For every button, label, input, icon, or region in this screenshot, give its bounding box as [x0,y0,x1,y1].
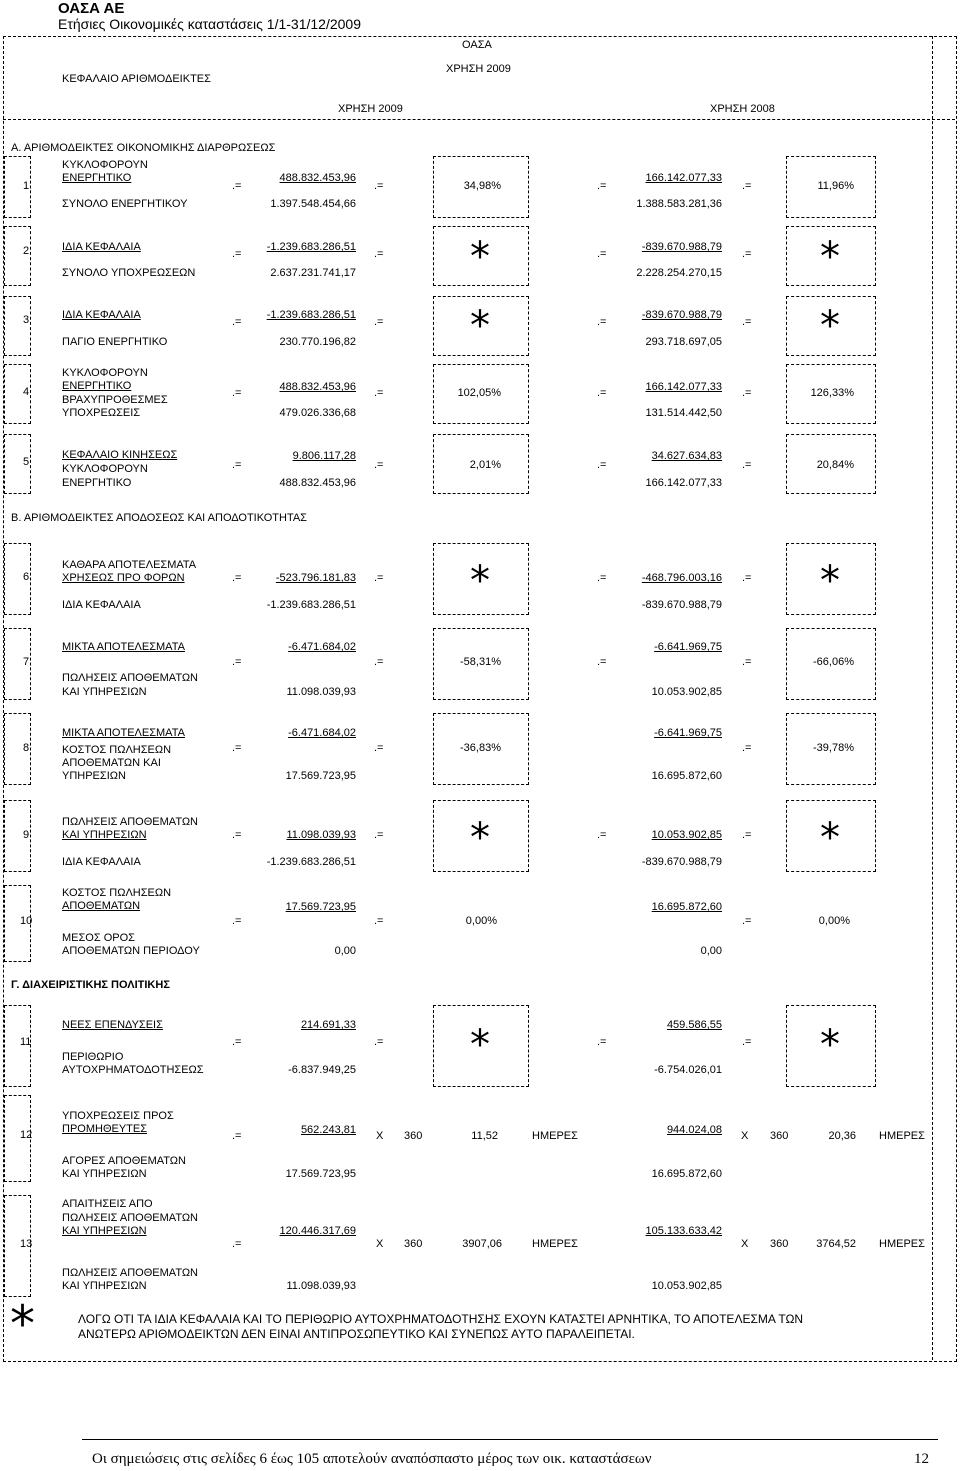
value-2009-denominator: 11.098.039,93 [286,686,356,698]
denominator-label: ΠΩΛΗΣΕΙΣ ΑΠΟΘΕΜΑΤΩΝ [62,672,199,684]
equals-sign: .= [232,180,242,192]
row-number: 10 [20,915,33,927]
equals-sign: .= [232,1238,242,1250]
value-2008-numerator: 166.142.077,33 [645,381,722,393]
denominator-label: ΑΓΟΡΕΣ ΑΠΟΘΕΜΑΤΩΝ [62,1155,186,1167]
denominator-label: ΑΥΤΟΧΡΗΜΑΤΟΔΟΤΗΣΕΩΣ [62,1064,204,1076]
value-2009-denominator: 1.397.548.454,66 [270,198,356,210]
asterisk-marker: * [470,1022,490,1068]
value-2009-numerator: -6.471.684,02 [288,641,356,653]
equals-sign: .= [374,656,384,668]
numerator-label: ΚΑΙ ΥΠΗΡΕΣΙΩΝ [62,1225,147,1237]
value-2008-denominator: 0,00 [700,945,722,957]
value-2008-denominator: 10.053.902,85 [651,1280,722,1292]
asterisk-marker: * [820,815,840,861]
numerator-label: ΚΟΣΤΟΣ ΠΩΛΗΣΕΩΝ [62,887,172,899]
numerator-label: ΧΡΗΣΕΩΣ ΠΡΟ ΦΟΡΩΝ [62,572,185,584]
equals-sign: .= [597,180,607,192]
numerator-label: ΝΕΕΣ ΕΠΕΝΔΥΣΕΙΣ [62,1019,163,1031]
numerator-label: ΙΔΙΑ ΚΕΦΑΛΑΙΑ [62,241,141,253]
value-2009-numerator: 488.832.453,96 [279,172,356,184]
asterisk-marker: * [820,303,840,349]
denominator-label: ΚΑΙ ΥΠΗΡΕΣΙΩΝ [62,1168,147,1180]
value-2009-numerator: 120.446.317,69 [279,1225,356,1237]
numerator-label: ΚΥΚΛΟΦΟΡΟΥΝ [62,159,148,171]
note-line-2: ΑΝΩΤΕΡΩ ΑΡΙΘΜΟΔΕΙΚΤΩΝ ΔΕΝ ΕΙΝΑΙ ΑΝΤΙΠΡΟΣΩΠΕΥΤΙΚΟ ΚΑΙ ΣΥΝΕΠΩΣ ΑΥΤΟ ΠΑΡΑΛΕΙΠΕΤΑΙ. [78,1327,635,1341]
numerator-label: ΑΠΟΘΕΜΑΤΩΝ [62,900,141,912]
denominator-label: ΜΕΣΟΣ ΟΡΟΣ [62,932,135,944]
denominator-label: ΚΑΙ ΥΠΗΡΕΣΙΩΝ [62,686,147,698]
asterisk-marker: * [820,234,840,280]
days-unit: ΗΜΕΡΕΣ [532,1130,578,1142]
note-line-1: ΛΟΓΩ ΟΤΙ ΤΑ ΙΔΙΑ ΚΕΦΑΛΑΙΑ ΚΑΙ ΤΟ ΠΕΡΙΘΩΡΙΟ ΑΥΤΟΧΡΗΜΑΤΟΔΟΤΗΣΗΣ ΕΧΟΥΝ ΚΑΤΑΣΤΕΙ ΑΡΝΗΤΙΚΑ, ΤΟ ΑΠΟΤΕΛΕΣΜΑ ΤΩΝ [78,1312,804,1326]
value-2008-numerator: 10.053.902,85 [651,829,722,841]
value-2008-numerator: 459.586,55 [666,1019,722,1031]
row-number: 1 [23,180,30,192]
multiply-sign: X [741,1238,749,1250]
value-2008-numerator: 944.024,08 [666,1124,722,1136]
row-number: 11 [20,1036,32,1048]
asterisk-marker: * [470,558,490,604]
equals-sign: .= [742,742,752,754]
value-2008-numerator: -839.670.988,79 [641,309,722,321]
denominator-label: ΣΥΝΟΛΟ ΕΝΕΡΓΗΤΙΚΟΥ [62,198,188,210]
value-2008-numerator: -839.670.988,79 [641,241,722,253]
value-2008-numerator: 105.133.633,42 [645,1225,722,1237]
equals-sign: .= [742,316,752,328]
equals-sign: .= [597,387,607,399]
asterisk-marker: * [470,234,490,280]
value-2008-numerator: -6.641.969,75 [654,641,722,653]
col-header-2009: ΧΡΗΣΗ 2009 [338,103,403,115]
value-2009-denominator: 230.770.196,82 [279,336,356,348]
asterisk-marker: * [470,815,490,861]
company-name: ΟΑΣΑ ΑΕ [58,0,125,17]
asterisk-marker: * [820,1022,840,1068]
value-2008-denominator: -839.670.988,79 [641,599,722,611]
value-2008-numerator: 34.627.634,83 [651,450,722,462]
denominator-label: ΠΩΛΗΣΕΙΣ ΑΠΟΘΕΜΑΤΩΝ [62,1267,199,1279]
result-2009: 34,98% [463,180,501,192]
value-2008-numerator: 166.142.077,33 [645,172,722,184]
days-unit: ΗΜΕΡΕΣ [879,1238,925,1250]
denominator-label: ΑΠΟΘΕΜΑΤΩΝ ΠΕΡΙΟΔΟΥ [62,945,200,957]
numerator-label: ΜΙΚΤΑ ΑΠΟΤΕΛΕΣΜΑΤΑ [62,641,185,653]
numerator-label: ΚΑΙ ΥΠΗΡΕΣΙΩΝ [62,829,147,841]
equals-sign: .= [374,742,384,754]
value-2009-denominator: 0,00 [334,945,356,957]
denominator-label: ΣΥΝΟΛΟ ΥΠΟΧΡΕΩΣΕΩΝ [62,267,196,279]
section-a-title: Α. ΑΡΙΘΜΟΔΕΙΚΤΕΣ ΟΙΚΟΝΟΜΙΚΗΣ ΔΙΑΡΘΡΩΣΕΩΣ [11,142,276,154]
denominator-label: ΙΔΙΑ ΚΕΦΑΛΑΙΑ [62,856,141,868]
value-2009-numerator: 9.806.117,28 [292,450,356,462]
equals-sign: .= [742,1036,752,1048]
asterisk-marker: * [470,303,490,349]
value-2008-denominator: -6.754.026,01 [654,1064,722,1076]
denominator-label: ΠΕΡΙΘΩΡΙΟ [62,1051,124,1063]
value-2009-numerator: -1.239.683.286,51 [266,241,356,253]
days-factor: 360 [770,1238,789,1250]
equals-sign: .= [597,829,607,841]
denominator-label: ΑΠΟΘΕΜΑΤΩΝ ΚΑΙ [62,757,161,769]
value-2009-denominator: -1.239.683.286,51 [266,599,356,611]
equals-sign: .= [374,829,384,841]
value-2008-denominator: 1.388.583.281,36 [636,198,722,210]
value-2009-denominator: 488.832.453,96 [279,477,356,489]
days-factor: 360 [404,1238,423,1250]
value-2009-denominator: -1.239.683.286,51 [266,856,356,868]
equals-sign: .= [742,248,752,260]
equals-sign: .= [232,742,242,754]
days-unit: ΗΜΕΡΕΣ [879,1130,925,1142]
value-2008-denominator: 293.718.697,05 [645,336,722,348]
equals-sign: .= [374,387,384,399]
value-2009-denominator: 17.569.723,95 [285,1168,356,1180]
equals-sign: .= [232,459,242,471]
numerator-label: ΕΝΕΡΓΗΤΙΚΟ [62,380,132,392]
row-number: 3 [23,314,30,326]
denominator-label: ΥΠΗΡΕΣΙΩΝ [62,770,126,782]
row-number: 2 [23,245,30,257]
equals-sign: .= [232,915,242,927]
equals-sign: .= [742,572,752,584]
equals-sign: .= [742,829,752,841]
equals-sign: .= [742,915,752,927]
days-unit: ΗΜΕΡΕΣ [532,1238,578,1250]
row-number: 9 [23,829,30,841]
result-2009: 0,00% [465,915,497,927]
row-number: 12 [20,1129,33,1141]
result-2008: -39,78% [813,742,854,754]
denominator-label: ΕΝΕΡΓΗΤΙΚΟ [62,477,132,489]
footer-note: Οι σημειώσεις στις σελίδες 6 έως 105 αποτελούν αναπόσπαστο μέρος των οικ. καταστάσεων [92,1451,652,1467]
equals-sign: .= [597,248,607,260]
value-2009-numerator: 17.569.723,95 [285,901,356,913]
value-2009-numerator: 562.243,81 [300,1124,356,1136]
numerator-label: ΚΥΚΛΟΦΟΡΟΥΝ [62,367,148,379]
value-2008-denominator: 16.695.872,60 [651,770,722,782]
numerator-label: ΙΔΙΑ ΚΕΦΑΛΑΙΑ [62,309,141,321]
equals-sign: .= [232,1130,242,1142]
value-2009-denominator: -6.837.949,25 [288,1064,356,1076]
value-2008-denominator: 10.053.902,85 [651,686,722,698]
equals-sign: .= [232,387,242,399]
days-factor: 360 [404,1130,423,1142]
value-2008-denominator: 2.228.254.270,15 [636,267,722,279]
value-2008-denominator: 166.142.077,33 [645,477,722,489]
numerator-label: ΜΙΚΤΑ ΑΠΟΤΕΛΕΣΜΑΤΑ [62,727,185,739]
report-subtitle: Ετήσιες Οικονομικές καταστάσεις 1/1-31/12/2009 [58,16,361,32]
result-2009: 2,01% [469,459,501,471]
equals-sign: .= [232,1036,242,1048]
value-2008-denominator: -839.670.988,79 [641,856,722,868]
note-asterisk: * [10,1295,35,1353]
equals-sign: .= [597,316,607,328]
equals-sign: .= [374,459,384,471]
value-2009-numerator: -6.471.684,02 [288,727,356,739]
equals-sign: .= [232,248,242,260]
equals-sign: .= [232,656,242,668]
result-2008: 20,84% [816,459,854,471]
result-2009: 3907,06 [462,1238,502,1250]
equals-sign: .= [742,180,752,192]
value-2009-numerator: -1.239.683.286,51 [266,309,356,321]
equals-sign: .= [374,915,384,927]
page-number: 12 [914,1451,929,1467]
equals-sign: .= [742,387,752,399]
equals-sign: .= [374,248,384,260]
result-2009: 102,05% [457,387,501,399]
denominator-label: ΠΑΓΙΟ ΕΝΕΡΓΗΤΙΚΟ [62,336,168,348]
value-2008-denominator: 16.695.872,60 [651,1168,722,1180]
numerator-label: ΚΕΦΑΛΑΙΟ ΚΙΝΗΣΕΩΣ [62,449,178,461]
section-c-title: Γ. ΔΙΑΧΕΙΡΙΣΤΙΚΗΣ ΠΟΛΙΤΙΚΗΣ [11,979,170,991]
equals-sign: .= [742,656,752,668]
value-2009-denominator: 17.569.723,95 [285,770,356,782]
table-title: ΚΕΦΑΛΑΙΟ ΑΡΙΘΜΟΔΕΙΚΤΕΣ [62,73,211,85]
frame-inner-line [932,36,933,1360]
row-number: 7 [23,656,30,668]
days-factor: 360 [770,1130,789,1142]
equals-sign: .= [232,316,242,328]
value-2008-numerator: -6.641.969,75 [654,727,722,739]
value-2009-numerator: 11.098.039,93 [286,829,356,841]
value-2009-denominator: 11.098.039,93 [286,1280,356,1292]
result-2008: 0,00% [818,915,850,927]
result-2008: 11,96% [817,180,854,192]
result-2009: -58,31% [460,656,501,668]
value-2008-numerator: -468.796.003,16 [641,572,722,584]
equals-sign: .= [597,1036,607,1048]
value-2009-denominator: 2.637.231.741,17 [270,267,356,279]
asterisk-marker: * [820,558,840,604]
section-b-title: Β. ΑΡΙΘΜΟΔΕΙΚΤΕΣ ΑΠΟΔΟΣΕΩΣ ΚΑΙ ΑΠΟΔΟΤΙΚΟΤΗΤΑΣ [11,512,307,524]
col-header-2008: ΧΡΗΣΗ 2008 [710,103,775,115]
numerator-label: ΥΠΟΧΡΕΩΣΕΙΣ ΠΡΟΣ [62,1110,174,1122]
equals-sign: .= [597,656,607,668]
result-2009: -36,83% [460,742,501,754]
value-2009-denominator: 479.026.336,68 [279,407,356,419]
equals-sign: .= [742,459,752,471]
equals-sign: .= [597,459,607,471]
footer-rule [82,1439,938,1440]
numerator-label: ΕΝΕΡΓΗΤΙΚΟ [62,172,132,184]
denominator-label: ΚΑΙ ΥΠΗΡΕΣΙΩΝ [62,1280,147,1292]
row-number: 13 [20,1238,33,1250]
equals-sign: .= [597,572,607,584]
denominator-label: ΚΥΚΛΟΦΟΡΟΥΝ [62,463,148,475]
value-2009-numerator: 488.832.453,96 [279,381,356,393]
multiply-sign: X [376,1130,384,1142]
row-number: 6 [23,571,30,583]
equals-sign: .= [374,572,384,584]
result-2009: 11,52 [471,1130,498,1142]
equals-sign: .= [374,1036,384,1048]
numerator-label: ΑΠΑΙΤΗΣΕΙΣ ΑΠΟ [62,1198,153,1210]
numerator-label: ΠΩΛΗΣΕΙΣ ΑΠΟΘΕΜΑΤΩΝ [62,1212,199,1224]
equals-sign: .= [232,829,242,841]
numerator-label: ΠΡΟΜΗΘΕΥΤΕΣ [62,1123,148,1135]
value-2009-numerator: 214.691,33 [300,1019,356,1031]
org-label: ΟΑΣΑ [462,39,492,51]
multiply-sign: X [741,1130,749,1142]
multiply-sign: X [376,1238,384,1250]
denominator-label: ΚΟΣΤΟΣ ΠΩΛΗΣΕΩΝ [62,744,172,756]
result-2008: 126,33% [810,387,854,399]
result-2008: -66,06% [813,656,854,668]
equals-sign: .= [232,572,242,584]
year-label: ΧΡΗΣΗ 2009 [446,63,511,75]
row-number: 4 [23,386,30,398]
row-number: 8 [23,742,30,754]
result-2008: 20,36 [828,1130,856,1142]
equals-sign: .= [374,180,384,192]
denominator-label: ΒΡΑΧΥΠΡΟΘΕΣΜΕΣ [62,394,168,406]
result-2008: 3764,52 [816,1238,856,1250]
header-divider [3,119,955,120]
denominator-label: ΙΔΙΑ ΚΕΦΑΛΑΙΑ [62,599,141,611]
value-2008-denominator: 131.514.442,50 [645,407,722,419]
denominator-label: ΥΠΟΧΡΕΩΣΕΙΣ [62,407,141,419]
numerator-label: ΠΩΛΗΣΕΙΣ ΑΠΟΘΕΜΑΤΩΝ [62,816,199,828]
numerator-label: ΚΑΘΑΡΑ ΑΠΟΤΕΛΕΣΜΑΤΑ [62,559,197,571]
value-2009-numerator: -523.796.181,83 [275,572,356,584]
row-number: 5 [23,456,30,468]
equals-sign: .= [374,316,384,328]
value-2008-numerator: 16.695.872,60 [651,901,722,913]
